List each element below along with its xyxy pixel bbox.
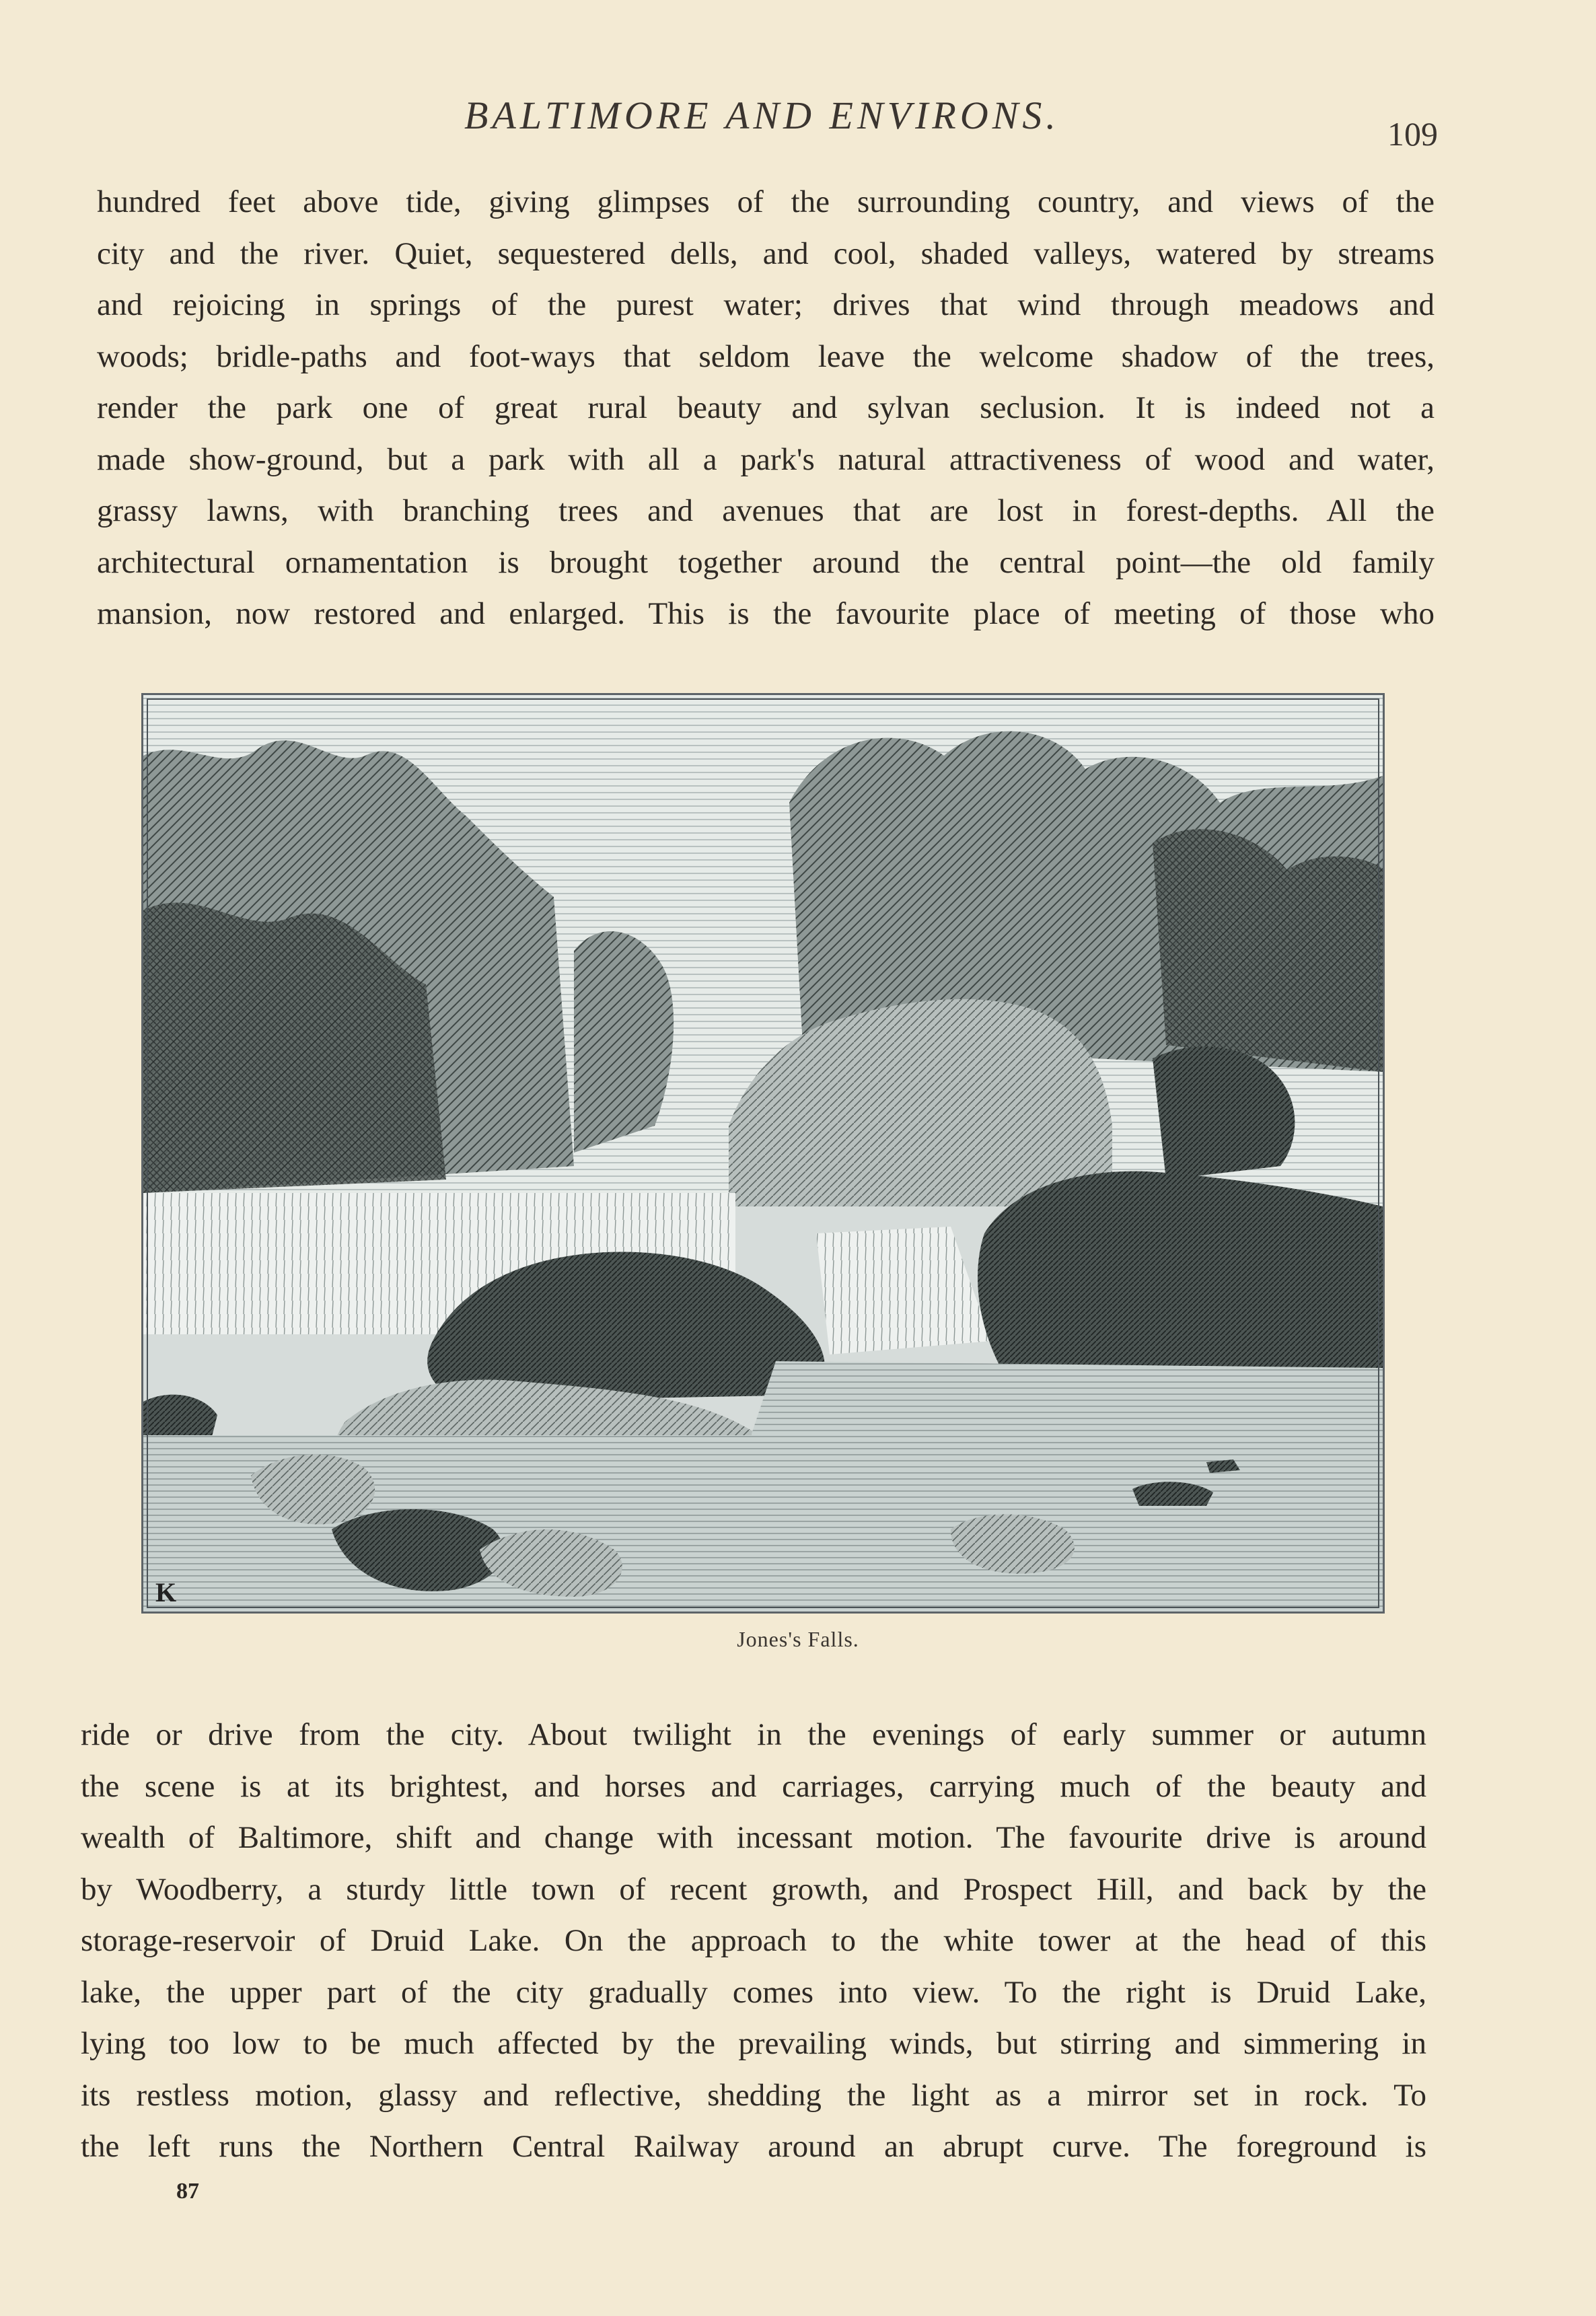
text-line: city and the river. Quiet, sequestered dells, and cool, shaded valleys, watered by streams [97, 236, 1435, 271]
engraving-jones-falls [141, 693, 1385, 1614]
running-head: BALTIMORE AND ENVIRONS. [464, 94, 1060, 137]
bottom-paragraph [81, 1709, 1426, 2173]
text-line: woods; bridle-paths and foot-ways that seldom leave the welcome shadow of the trees, [97, 338, 1435, 374]
page-number: 109 [1387, 115, 1438, 153]
text-line: lying too low to be much affected by the prevailing winds, but stirring and simmering in [81, 2026, 1426, 2061]
text-line: by Woodberry, a sturdy little town of recent growth, and Prospect Hill, and back by the [81, 1871, 1426, 1907]
text-line: mansion, now restored and enlarged. This is the favourite place of meeting of those who [97, 596, 1435, 631]
text-line: grassy lawns, with branching trees and avenues that are lost in forest-depths. All the [97, 493, 1435, 528]
text-line: ride or drive from the city. About twilight in the evenings of early summer or autumn [81, 1717, 1426, 1752]
text-line: wealth of Baltimore, shift and change with incessant motion. The favourite drive is around [81, 1820, 1426, 1855]
text-line: storage-reservoir of Druid Lake. On the approach to the white tower at the head of this [81, 1923, 1426, 1958]
text-line: the scene is at its brightest, and horses and carriages, carrying much of the beauty and [81, 1768, 1426, 1804]
text-line: hundred feet above tide, giving glimpses of the surrounding country, and views of the [97, 184, 1435, 219]
text-line: architectural ornamentation is brought together around the central point—the old family [97, 544, 1435, 580]
engraving-illustration [143, 695, 1383, 1612]
figure-caption: Jones's Falls. [737, 1627, 859, 1651]
engraver-mark: K [155, 1577, 177, 1607]
top-paragraph [97, 176, 1435, 640]
text-line: the left runs the Northern Central Railway around an abrupt curve. The foreground is [81, 2129, 1426, 2164]
text-line: made show-ground, but a park with all a park's natural attractiveness of wood and water, [97, 441, 1435, 477]
text-line: render the park one of great rural beauty and sylvan seclusion. It is indeed not a [97, 390, 1435, 425]
text-line: and rejoicing in springs of the purest water; drives that wind through meadows and [97, 287, 1435, 322]
text-line: lake, the upper part of the city gradually comes into view. To the right is Druid Lake, [81, 1974, 1426, 2010]
text-line: its restless motion, glassy and reflective, shedding the light as a mirror set in rock. To [81, 2077, 1426, 2113]
signature-mark: 87 [176, 2179, 199, 2204]
